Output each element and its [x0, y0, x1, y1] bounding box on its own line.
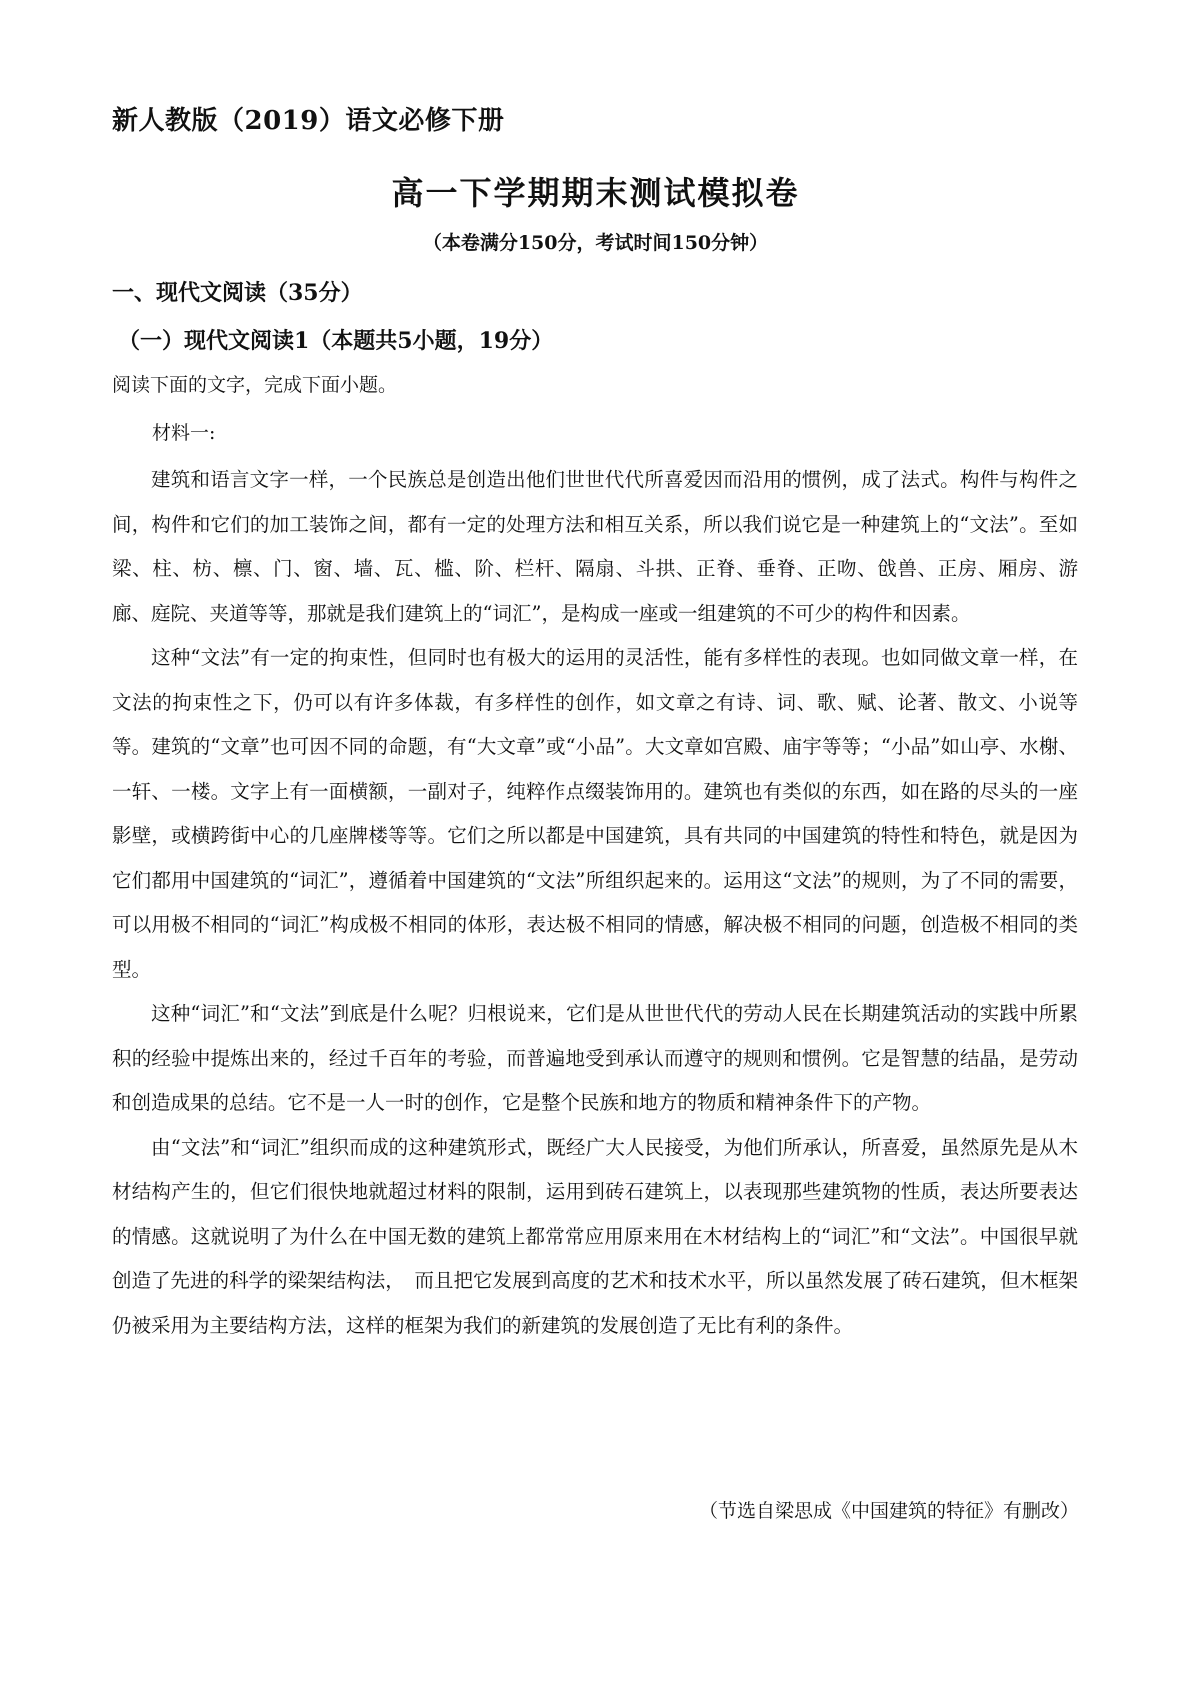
subsection-heading: （一）现代文阅读1（本题共5小题，19分）	[118, 328, 554, 354]
material-label: 材料一:	[152, 422, 216, 444]
reading-passage	[112, 458, 1078, 1348]
section-heading: 一、现代文阅读（35分）	[112, 280, 363, 306]
reading-instruction: 阅读下面的文字，完成下面小题。	[112, 374, 398, 396]
passage-paragraph: 由“文法”和“词汇”组织而成的这种建筑形式，既经广大人民接受，为他们所承认，所喜爱，虽然原先是从木材结构产生的，但它们很快地就超过材料的限制，运用到砖石建筑上，以表现那些建筑物的性质，表达所要表达的情感。这就说明了为什么在中国无数的建筑上都常常应用原来用在木材结构上的“词汇”和“文法”。中国很早就创造了先进的科学的梁架结构法， 而且把它发展到高度的艺术和技术水平，所以虽然发展了砖石建筑，但木框架仍被采用为主要结构方法，这样的框架为我们的新建筑的发展创造了无比有利的条件。	[112, 1135, 1078, 1337]
passage-paragraph: 这种“文法”有一定的拘束性，但同时也有极大的运用的灵活性，能有多样性的表现。也如同做文章一样，在文法的拘束性之下，仍可以有许多体裁，有多样性的创作，如文章之有诗、词、歌、赋、论著、散文、小说等等。建筑的“文章”也可因不同的命题，有“大文章”或“小品”。大文章如宫殿、庙宇等等；“小品”如山亭、水榭、一轩、一楼。文字上有一面横额，一副对子，纯粹作点缀装饰用的。建筑也有类似的东西，如在路的尽头的一座影壁，或横跨街中心的几座牌楼等等。它们之所以都是中国建筑，具有共同的中国建筑的特性和特色，就是因为它们都用中国建筑的“词汇”，遵循着中国建筑的“文法”所组织起来的。运用这“文法”的规则，为了不同的需要，可以用极不相同的“词汇”构成极不相同的体形，表达极不相同的情感，解决极不相同的问题，创造极不相同的类型。	[112, 646, 1078, 981]
passage-paragraph: 建筑和语言文字一样，一个民族总是创造出他们世世代代所喜爱因而沿用的惯例，成了法式。构件与构件之间，构件和它们的加工装饰之间，都有一定的处理方法和相互关系，所以我们说它是一种建筑上的“文法”。至如梁、柱、枋、檩、门、窗、墙、瓦、槛、阶、栏杆、隔扇、斗拱、正脊、垂脊、正吻、戗兽、正房、厢房、游廊、庭院、夹道等等，那就是我们建筑上的“词汇”，是构成一座或一组建筑的不可少的构件和因素。	[112, 468, 1078, 625]
passage-paragraph: 这种“词汇”和“文法”到底是什么呢？归根说来，它们是从世世代代的劳动人民在长期建筑活动的实践中所累积的经验中提炼出来的，经过千百年的考验，而普遍地受到承认而遵守的规则和惯例。它是智慧的结晶，是劳动和创造成果的总结。它不是一人一时的创作，它是整个民族和地方的物质和精神条件下的产物。	[112, 1002, 1078, 1114]
exam-subtitle: （本卷满分150分，考试时间150分钟）	[422, 232, 769, 254]
source-citation: （节选自梁思成《中国建筑的特征》有删改）	[698, 1500, 1079, 1522]
textbook-header: 新人教版（2019）语文必修下册	[112, 106, 505, 136]
exam-title: 高一下学期期末测试模拟卷	[391, 174, 800, 212]
